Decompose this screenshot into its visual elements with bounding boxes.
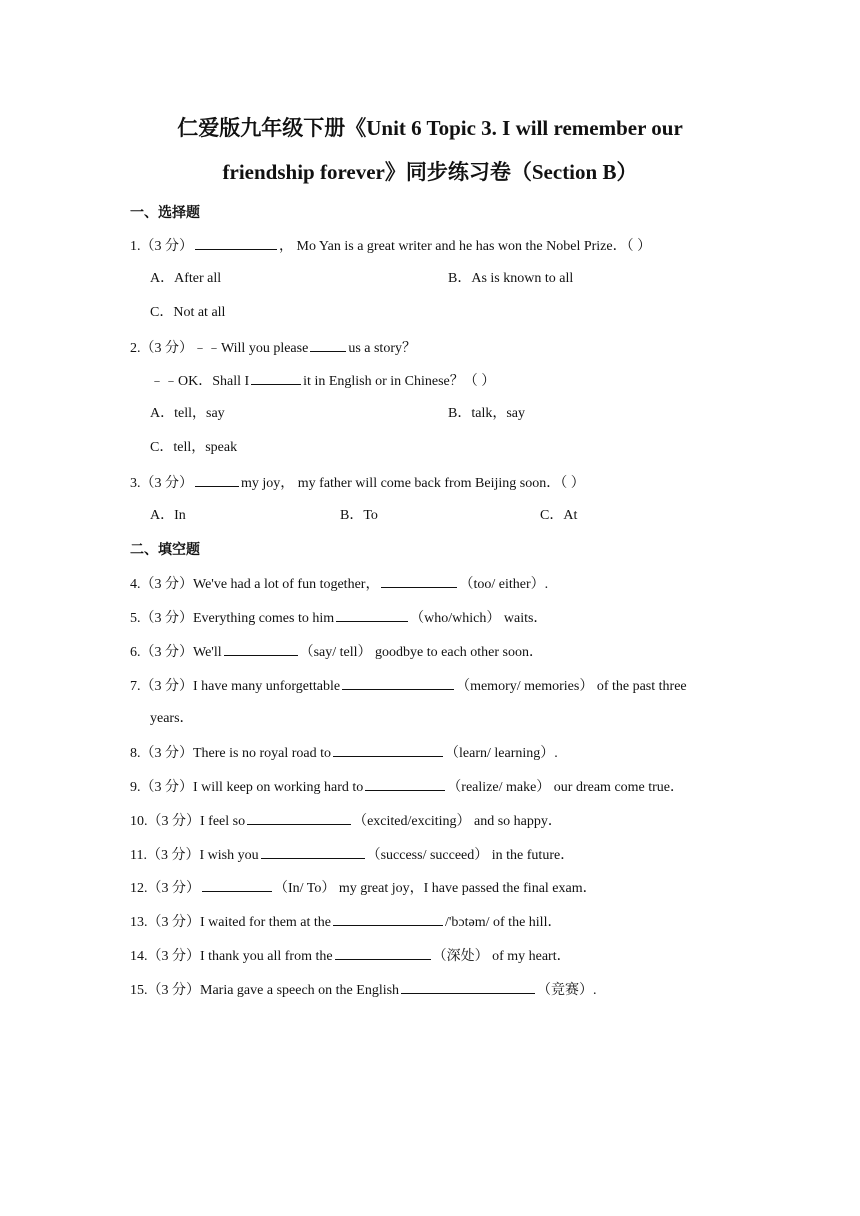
q2-option-c: C．tell，speak	[150, 440, 238, 455]
question-2-line2	[150, 370, 495, 392]
question-3	[130, 472, 585, 494]
question-2-text-b: us a story？	[348, 341, 416, 356]
answer-blank	[381, 573, 457, 588]
question-12	[130, 877, 597, 899]
question-4	[130, 573, 548, 595]
q3-option-a: A．In	[150, 508, 186, 523]
question-14-text-b: （深处） of my heart．	[432, 949, 571, 964]
question-3-text: my joy， my father will come back from Beijing soon．（ ）	[241, 476, 585, 491]
q1-option-a: A．After all	[150, 271, 222, 286]
question-8-text-a: 8.（3 分）There is no royal road to	[130, 746, 332, 761]
question-12-text-b: （In/ To） my great joy，I have passed the final exam．	[274, 881, 597, 896]
answer-blank	[333, 742, 443, 757]
question-6	[130, 641, 543, 663]
question-11-text-b: （success/ succeed） in the future．	[366, 848, 575, 863]
question-1-number: 1.（3 分）	[130, 239, 193, 254]
question-14-text-a: 14.（3 分）I thank you all from the	[130, 949, 333, 964]
question-1-text: ， Mo Yan is a great writer and he has won the Nobel Prize．（ ）	[279, 239, 652, 254]
question-7-text-b: （memory/ memories） of the past three	[456, 679, 687, 694]
question-10	[130, 810, 562, 832]
question-2-text-c: ﹣﹣OK．Shall I	[150, 374, 250, 389]
question-4-text-b: （too/ either）.	[459, 577, 549, 592]
question-9	[130, 776, 684, 798]
question-2-text-a: 2.（3 分）﹣﹣Will you please	[130, 341, 309, 356]
question-7-text-a: 7.（3 分）I have many unforgettable	[130, 679, 341, 694]
question-15	[130, 979, 597, 1001]
answer-blank	[261, 844, 365, 859]
question-11	[130, 844, 574, 866]
q3-option-b: B．To	[340, 508, 378, 523]
question-5-text-a: 5.（3 分）Everything comes to him	[130, 611, 335, 626]
answer-blank	[224, 641, 298, 656]
section-heading-choice: 一、选择题	[130, 205, 200, 221]
question-2	[130, 337, 416, 359]
question-6-text-b: （say/ tell） goodbye to each other soon．	[299, 645, 544, 660]
section-heading-fill: 二、填空题	[130, 542, 200, 558]
answer-blank	[195, 235, 277, 250]
question-2-text-d: it in English or in Chinese？（ ）	[303, 374, 496, 389]
question-14	[130, 945, 571, 967]
answer-blank	[336, 607, 408, 622]
question-12-text-a: 12.（3 分）	[130, 881, 200, 896]
answer-blank	[310, 337, 346, 352]
answer-blank	[335, 945, 431, 960]
question-10-text-b: （excited/exciting） and so happy．	[353, 814, 562, 829]
question-10-text-a: 10.（3 分）I feel so	[130, 814, 246, 829]
answer-blank	[365, 776, 445, 791]
question-8-text-b: （learn/ learning）.	[445, 746, 558, 761]
question-9-text-b: （realize/ make） our dream come true．	[447, 780, 685, 795]
answer-blank	[202, 877, 272, 892]
q1-option-b: B．As is known to all	[448, 271, 574, 286]
question-9-text-a: 9.（3 分）I will keep on working hard to	[130, 780, 364, 795]
question-1	[130, 235, 651, 257]
question-13-text-b: /'bɔtəm/ of the hill．	[445, 915, 562, 930]
question-5-text-b: （who/which） waits．	[410, 611, 548, 626]
question-7	[130, 675, 687, 697]
worksheet-title-line1: 仁爱版九年级下册《Unit 6 Topic 3. I will remember our	[177, 116, 683, 140]
answer-blank	[333, 911, 443, 926]
answer-blank	[247, 810, 351, 825]
worksheet-title-line2: friendship forever》同步练习卷（Section B）	[222, 160, 638, 184]
answer-blank	[342, 675, 454, 690]
question-3-number: 3.（3 分）	[130, 476, 193, 491]
q2-option-a: A．tell，say	[150, 406, 225, 421]
question-15-text-a: 15.（3 分）Maria gave a speech on the English	[130, 983, 400, 998]
question-7-continuation: years．	[150, 711, 194, 726]
question-13	[130, 911, 561, 933]
question-13-text-a: 13.（3 分）I waited for them at the	[130, 915, 332, 930]
question-15-text-b: （竞赛）.	[537, 983, 597, 998]
question-4-text-a: 4.（3 分）We've had a lot of fun together，	[130, 577, 380, 592]
answer-blank	[251, 370, 301, 385]
answer-blank	[401, 979, 535, 994]
question-5	[130, 607, 547, 629]
q1-option-c: C．Not at all	[150, 305, 226, 320]
question-11-text-a: 11.（3 分）I wish you	[130, 848, 259, 863]
q3-option-c: C．At	[540, 508, 578, 523]
q2-option-b: B．talk，say	[448, 406, 525, 421]
question-6-text-a: 6.（3 分）We'll	[130, 645, 222, 660]
answer-blank	[195, 472, 239, 487]
question-8	[130, 742, 558, 764]
